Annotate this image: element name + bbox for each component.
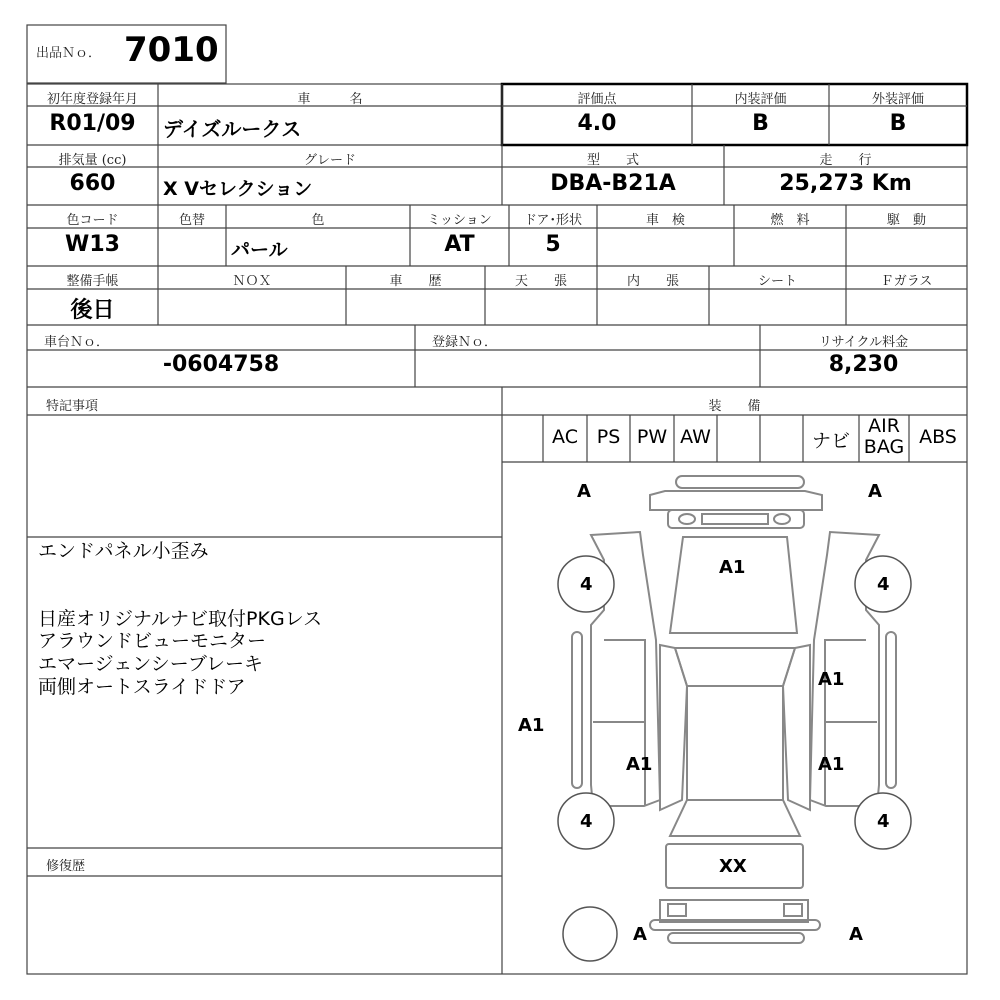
note-line-4: エマージェンシーブレーキ xyxy=(38,653,264,675)
color-code-label: 色コード xyxy=(66,213,119,228)
windshield-shape xyxy=(675,648,795,686)
lot-number: 7010 xyxy=(124,30,219,70)
transmission-label: ミッション xyxy=(427,213,492,228)
recycle-fee-label: リサイクル料金 xyxy=(818,335,909,350)
recycle-fee-value: 8,230 xyxy=(828,352,899,377)
model-label: 型 式 xyxy=(586,153,639,168)
mark-tyre-rear-right: 4 xyxy=(877,811,890,832)
note-line-3: アラウンドビューモニター xyxy=(38,630,267,652)
interior-value: B xyxy=(752,111,769,136)
chassis-no-label: 車台Ｎｏ． xyxy=(44,335,110,350)
service-book-label: 整備手帳 xyxy=(66,274,119,289)
nox-label: ＮＯＸ xyxy=(232,274,272,289)
chassis-no-value: -0604758 xyxy=(162,352,280,377)
mark-left-rear-door: A1 xyxy=(626,754,653,775)
fuel-label: 燃 料 xyxy=(770,213,810,228)
color-label: 色 xyxy=(311,213,325,228)
equipment-pw: PW xyxy=(636,426,668,448)
rear-bumper-shape xyxy=(650,900,820,943)
exterior-value: B xyxy=(889,111,907,136)
mark-tyre-rear-left: 4 xyxy=(580,811,593,832)
seat-label: シート xyxy=(757,274,797,289)
roof-shape xyxy=(687,686,783,800)
doors-label: ドア･形状 xyxy=(523,213,583,228)
equipment-ac: AC xyxy=(552,426,578,448)
rear-window-shape xyxy=(670,800,800,836)
equipment-bag: BAG xyxy=(863,436,905,458)
mark-front-left-corner: A xyxy=(577,481,591,502)
mark-tyre-front-right: 4 xyxy=(877,574,890,595)
car-name-value: デイズルークス xyxy=(163,117,302,141)
car-name-label: 車 名 xyxy=(297,92,363,107)
mark-rear-panel: XX xyxy=(719,856,747,877)
history-label: 車 歴 xyxy=(389,274,442,289)
transmission-value: AT xyxy=(444,232,475,257)
color-code-value: W13 xyxy=(65,232,120,257)
mileage-label: 走 行 xyxy=(819,153,872,168)
mark-rear-right-corner: A xyxy=(849,924,863,945)
grade-value: X Vセレクション xyxy=(163,178,313,200)
note-line-2: 日産オリジナルナビ取付PKGレス xyxy=(38,608,323,630)
displacement-label: 排気量 (cc) xyxy=(58,153,127,168)
front-bumper-shape xyxy=(650,476,822,528)
mark-front-right-corner: A xyxy=(868,481,882,502)
mark-right-front-door: A1 xyxy=(818,669,845,690)
inspection-label: 車 検 xyxy=(645,213,685,228)
service-book-value: 後日 xyxy=(70,298,115,323)
right-pillar-shape xyxy=(886,632,896,788)
mark-hood: A1 xyxy=(719,557,746,578)
equipment-abs: ABS xyxy=(919,426,957,448)
equipment-navi: ナビ xyxy=(811,430,850,452)
interior-label: 内装評価 xyxy=(734,92,787,107)
score-label: 評価点 xyxy=(577,92,617,107)
glass-label: Ｆガラス xyxy=(880,274,933,289)
mark-rear-left-corner: A xyxy=(633,924,647,945)
equipment-air: AIR xyxy=(868,415,900,437)
notes-label: 特記事項 xyxy=(46,399,99,414)
model-value: DBA-B21A xyxy=(550,171,676,196)
note-line-1: エンドパネル小歪み xyxy=(38,540,209,562)
note-line-5: 両側オートスライドドア xyxy=(38,676,246,698)
reg-year-value: R01/09 xyxy=(49,111,136,136)
equipment-ps: PS xyxy=(596,426,621,448)
roof-label: 天 張 xyxy=(514,274,567,289)
spare-tyre xyxy=(563,907,617,961)
repair-history-label: 修復歴 xyxy=(46,859,86,874)
equipment-label: 装 備 xyxy=(708,399,761,414)
hood-shape xyxy=(670,537,797,633)
color-value: パール xyxy=(231,239,288,261)
score-value: 4.0 xyxy=(577,111,617,136)
mark-right-rear-door: A1 xyxy=(818,754,845,775)
registration-no-label: 登録Ｎｏ． xyxy=(432,335,498,350)
mark-tyre-front-left: 4 xyxy=(580,574,593,595)
mark-left-side: A1 xyxy=(518,715,545,736)
lot-label: 出品Ｎｏ． xyxy=(36,46,102,61)
mileage-value: 25,273 Km xyxy=(779,171,912,196)
color-change-label: 色替 xyxy=(178,213,205,228)
left-pillar-shape xyxy=(572,632,582,788)
equipment-aw: AW xyxy=(680,426,711,448)
grade-label: グレード xyxy=(303,153,356,168)
drive-label: 駆 動 xyxy=(886,213,926,228)
doors-value: 5 xyxy=(545,232,561,257)
displacement-value: 660 xyxy=(69,171,116,196)
reg-year-label: 初年度登録年月 xyxy=(46,92,138,107)
exterior-label: 外装評価 xyxy=(871,92,924,107)
upholstery-label: 内 張 xyxy=(626,274,679,289)
